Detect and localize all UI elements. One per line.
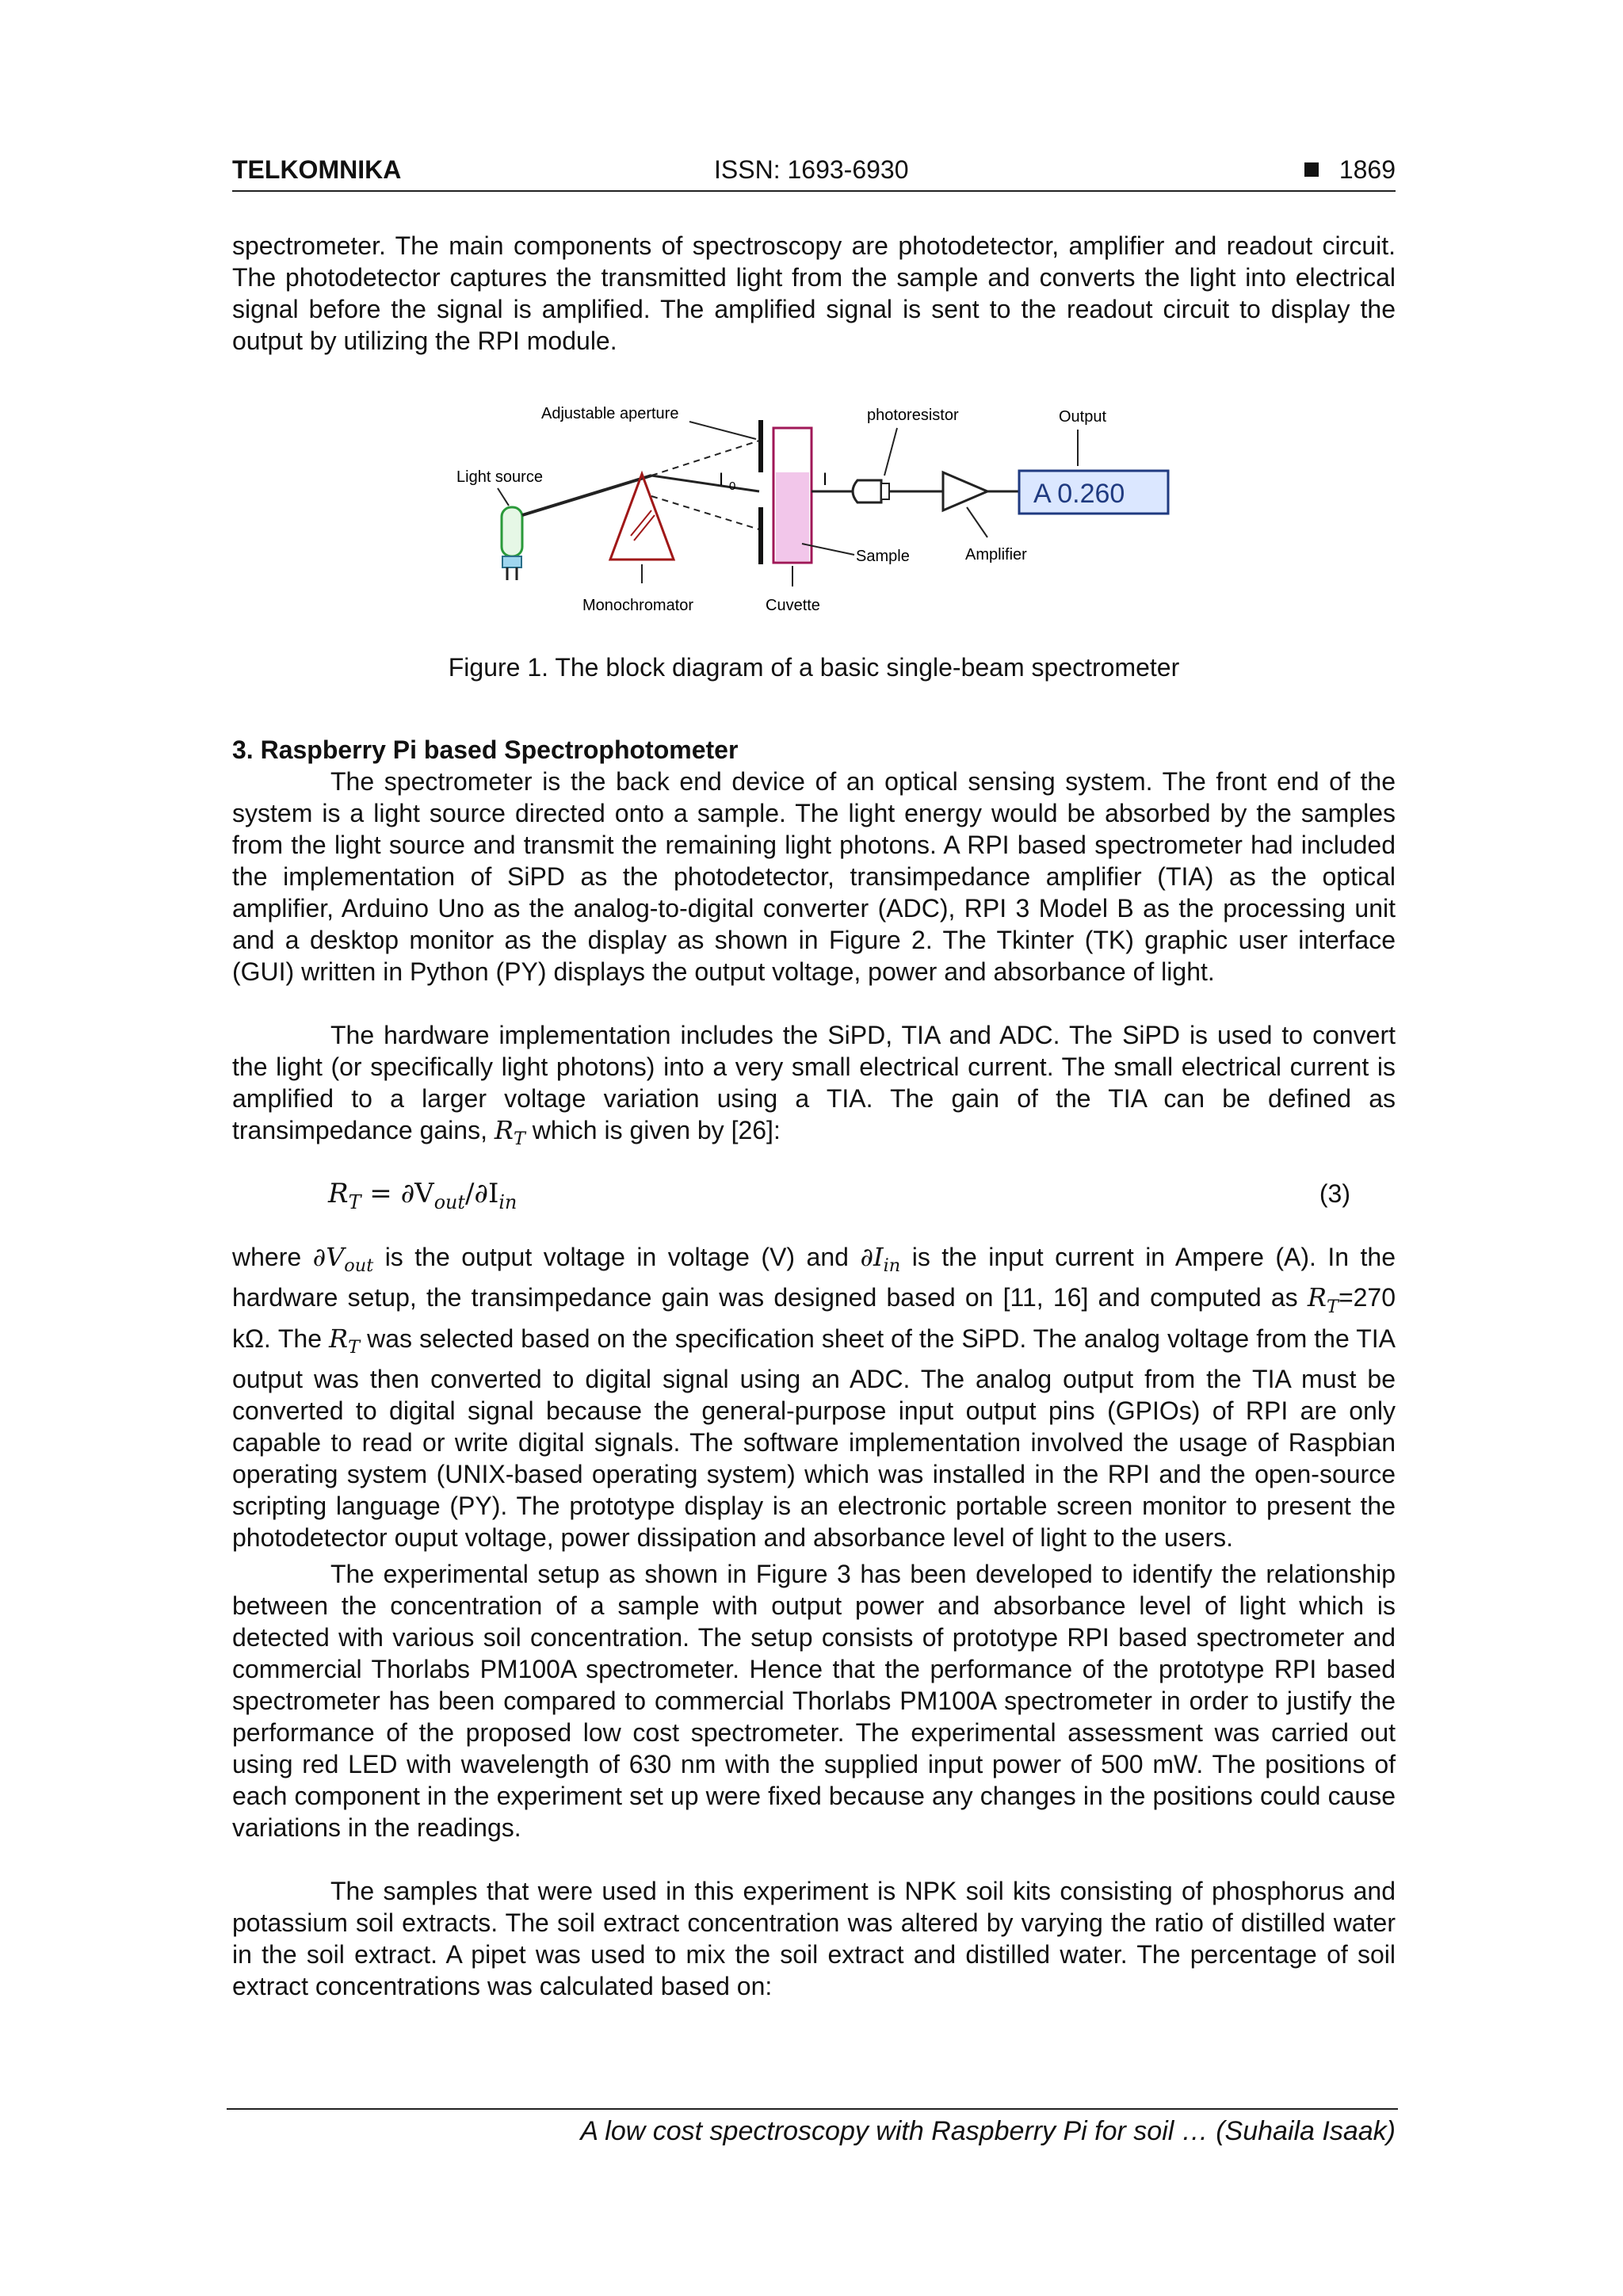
journal-name: TELKOMNIKA <box>232 155 402 184</box>
eq-rhs-b-sub: in <box>498 1190 517 1213</box>
figure-1-caption: Figure 1. The block diagram of a basic single-beam spectrometer <box>448 653 1180 682</box>
cuvette-icon <box>773 428 812 563</box>
label-i: I <box>823 469 828 489</box>
eq-rhs-a: = ∂V <box>369 1178 434 1209</box>
label-sample: Sample <box>856 548 910 565</box>
label-i0: I <box>719 469 724 489</box>
p3-b: is the output voltage in voltage (V) and <box>384 1243 849 1271</box>
section3-paragraph-3 <box>232 1241 1396 1553</box>
p3-sym4: R <box>329 1323 349 1354</box>
p3-sym1: ∂V <box>312 1242 345 1272</box>
p3-sym3-sub: T <box>1327 1296 1338 1317</box>
p2-symbol-sub: T <box>513 1129 525 1150</box>
label-amplifier: Amplifier <box>965 546 1027 563</box>
issn: ISSN: 1693-6930 <box>714 155 909 184</box>
spectrometer-diagram <box>444 396 1189 626</box>
label-cuvette: Cuvette <box>766 597 820 614</box>
figure-1 <box>444 396 1189 626</box>
eq-lhs: R <box>328 1178 349 1209</box>
equation-number: (3) <box>1319 1179 1350 1208</box>
p3-c: is the input current in Ampere (A). In the hardware setup, the transimpedance gain was designed based on [11, 16] and computed as <box>232 1243 1396 1312</box>
p2-text: The hardware implementation includes the SiPD, TIA and ADC. The SiPD is used to convert the light (or specifically light photons) into a very small electrical current. The small electrical current is amplified to a larger voltage variation using a TIA. The gain of the TIA can be defined as transimpedance gains, <box>232 1021 1396 1144</box>
light-source-icon <box>502 507 522 580</box>
output-display-value: A 0.260 <box>1033 479 1125 509</box>
running-footer: A low cost spectroscopy with Raspberry Pi for soil … (Suhaila Isaak) <box>580 2116 1396 2146</box>
equation-3 <box>328 1176 1350 1220</box>
label-i0-subscript: 0 <box>729 479 736 493</box>
section3-paragraph-5: The samples that were used in this experiment is NPK soil kits consisting of phosphorus and potassium soil extracts. The soil extract concentration was altered by varying the ratio of distilled water in the soil extract. A pipet was used to mix the soil extract and distilled water. The percentage of soil extract concentrations was calculated based on: <box>232 1877 1396 2000</box>
square-bullet-icon <box>1304 162 1319 177</box>
page-number: 1869 <box>1338 155 1396 184</box>
label-photoresistor: photoresistor <box>867 407 959 424</box>
eq-rhs-b: /∂I <box>464 1178 499 1209</box>
eq-lhs-sub: T <box>348 1190 361 1213</box>
amplifier-triangle-icon <box>943 472 987 510</box>
p2-symbol: R <box>494 1115 514 1145</box>
label-output: Output <box>1059 408 1107 426</box>
photoresistor-icon <box>853 480 889 502</box>
p3-sym1-sub: out <box>344 1255 374 1277</box>
label-monochromator: Monochromator <box>582 597 694 614</box>
section-heading: 3. Raspberry Pi based Spectrophotometer <box>232 735 739 764</box>
p3-sym2: ∂I <box>860 1242 884 1272</box>
section3-paragraph-1: The spectrometer is the back end device of an optical sensing system. The front end of the system is a light source directed onto a sample. The light energy would be absorbed by the samples from the light source and transmit the remaining light photons. A RPI based spectrometer had included the implementation of SiPD as the photodetector, transimpedance amplifier (TIA) as the optical amplifier, Arduino Uno as the analog-to-digital converter (ADC), RPI 3 Model B as the processing unit and a desktop monitor as the display as shown in Figure 2. The Tkinter (TK) graphic user interface (GUI) written in Python (PY) displays the output voltage, power and absorbance of light. <box>232 767 1396 986</box>
p3-sym4-sub: T <box>348 1337 361 1358</box>
p3-d: =270 kΩ. The <box>232 1283 1396 1353</box>
section3-paragraph-4: The experimental setup as shown in Figure 3 has been developed to identify the relationship between the concentration of a sample with output power and absorbance level of light which is detected with various soil concentration. The setup consists of prototype RPI based spectrometer and commercial Thorlabs PM100A spectrometer. Hence that the performance of the prototype RPI based spectrometer has been compared to commercial Thorlabs PM100A spectrometer in order to justify the performance of the proposed low cost spectrometer. The experimental assessment was carried out using red LED with wavelength of 630 nm with the supplied input power of 500 mW. The positions of each component in the experiment set up were fixed because any changes in the positions could cause variations in the readings. <box>232 1560 1396 1842</box>
label-adjustable-aperture: Adjustable aperture <box>541 405 679 422</box>
label-light-source: Light source <box>456 468 543 486</box>
section3-paragraph-2 <box>232 1019 1396 1155</box>
running-header <box>232 155 1396 192</box>
footer-rule <box>227 2108 1398 2110</box>
p2-end: which is given by [26]: <box>532 1116 781 1144</box>
p3-sym2-sub: in <box>883 1255 901 1277</box>
eq-rhs-a-sub: out <box>433 1190 465 1213</box>
p3-sym3: R <box>1307 1282 1327 1313</box>
p3-a: where <box>232 1243 302 1271</box>
intro-paragraph: spectrometer. The main components of spectroscopy are photodetector, amplifier and readout circuit. The photodetector captures the transmitted light from the sample and converts the light into electrical signal before the signal is amplified. The amplified signal is sent to the readout circuit to display the output by utilizing the RPI module. <box>232 231 1396 355</box>
p3-e: was selected based on the specification sheet of the SiPD. The analog voltage from the TIA output was then converted to digital signal using an ADC. The analog output from the TIA must be converted to digital signal because the general-purpose input output pins (GPIOs) of RPI are only capable to read or write digital signals. The software implementation involved the usage of Raspbian operating system (UNIX-based operating system) which was installed in the RPI and the open-source scripting language (PY). The prototype display is an electronic portable screen monitor to present the photodetector ouput voltage, power dissipation and absorbance level of light to the users. <box>232 1324 1396 1553</box>
page-number-block <box>1304 155 1396 185</box>
